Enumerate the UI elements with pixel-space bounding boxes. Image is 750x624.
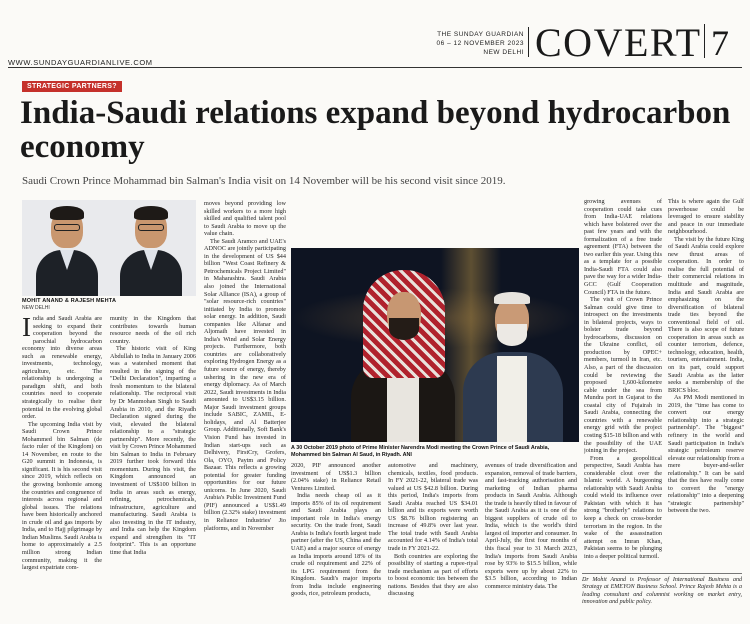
paragraph: The historic visit of King Abdullah to India in January 2006 was a watershed moment that resulted in the signing of the "Delhi Declaration", imparting a fresh momentum to the bilateral relationship. The reciprocal visit by Dr Manmohan Singh to Saudi Arabia in 2010, and the Riyadh Declaration signed during the visit, elevated the bilateral relationship to a "strategic partnership". More recently, the visit by Crown Prince Mohammed bin Salman to India in February 2019 further took forward this momentum. During his visit, the Kingdom announced an investment of US$100 billion in India in areas such as energy, refining, petrochemicals, infrastructure, agriculture and manufacturing. Saudi Arabia is also investing in the IT industry, and India can help the Kingdom expand and strengthen its "IT footprint". This is an opportune time that India <box>110 345 196 556</box>
masthead-meta <box>420 30 524 57</box>
paragraph: Both countries are exploring the possibility of starting a rupee-riyal trade mechanism as part of efforts to boost economic ties between the nations. Besides that they are also discussing <box>388 552 478 598</box>
paragraph: moves beyond providing low skilled workers to a more high skilled and qualified talent pool to Saudi Arabia to move up the value chain. <box>204 200 286 238</box>
author-portrait-mohit-anand <box>32 204 102 296</box>
article-column-3 <box>204 200 286 621</box>
paragraph: munity in the Kingdom that contributes towards human resource needs of the oil rich country. <box>110 315 196 345</box>
article-column-4 <box>291 462 381 621</box>
paragraph: growing avenues of cooperation could take cues from India-UAE relations which have bolstered over the past few years and with the formalization of a free trade agreement (FTA) between the two earlier this year. Using this as a template for a possible India-Saudi FTA could also pave the way for a wider India-GCC (Gulf Cooperation Council) FTA in the future. <box>584 198 662 296</box>
paragraph: The visit of Crown Prince Salman could give time to introspect on the investments in bilateral projects, ways to bolster trade beyond hydrocarbons, discussion on the Ukraine conflict, oil production by OPEC+ members, turmoil in Iran, etc. Also, a part of the discussion could be reviewing the proposed 1,600-kilometre cable under the sea from Mundra port in Gujarat to the coastal city of Fujairah in Saudi Arabia, connecting the countries with a renewable energy grid with the project costing $15-18 billion and with the possibility of the UAE joining in the project. <box>584 296 662 455</box>
dropcap: I <box>22 315 31 342</box>
masthead-rule <box>8 67 742 68</box>
paragraph: The visit by the future King of Saudi Arabia could explore new thrust areas of cooperation. In order to realise the full potential of their commercial relations in multitude and magnitude, India and Saudi Arabia are emphasizing on the diversification of bilateral trade ties beyond the conventional field of oil. There is also scope of future cooperation in areas such as counter terrorism, defence, technology, education, health, tourism, entertainment. India, on its part, could support Saudi Arabia as the latter seeks a membership of the BRICS bloc. <box>668 235 744 394</box>
author-byline: MOHIT ANAND & RAJESH MEHTA <box>22 298 117 304</box>
paragraph: 2020, PIF announced another investment of US$1.3 billion (2.04% stake) in Reliance Retail Ventures Limited. <box>291 462 381 492</box>
paragraph: India needs cheap oil as it imports 85% of its oil requirement and Saudi Arabia plays an important role in India's energy security. On the trade front, Saudi Arabia is India's fourth largest trade partner (after the US, China and the UAE) and a major source of energy as India imports around 18% of its crude oil requirement and 22% of its LPG requirement from the Kingdom. Saudi's major imports from India include engineering goods, rice, petroleum products, <box>291 492 381 598</box>
masthead-divider <box>528 27 529 57</box>
page-number: 7 <box>711 23 729 63</box>
site-url[interactable]: WWW.SUNDAYGUARDIANLIVE.COM <box>8 58 153 67</box>
article-photo <box>291 248 579 442</box>
standfirst: Saudi Crown Prince Mohammad bin Salman's India visit on 14 November will be his second visit since 2019. <box>22 175 506 187</box>
paragraph: avenues of trade diversification and expansion, removal of trade barriers, and fast-tracking authorisation and marketing of Indian pharma products in Saudi Arabia. Although the trade is heavily tilted in favour of the Saudi Arabia as it is one of the biggest suppliers of crude oil to India, which is the world's third largest oil importer and consumer. In April-July, the first four months of this fiscal year to 31 March 2023, India's imports from Saudi Arabia rose by 93% to $15.5 billion, while exports were up by about 22% to $3.5 billion, according to Indian commerce ministry data. The <box>485 462 577 590</box>
headline: India-Saudi relations expand beyond hydrocarbon economy <box>20 95 731 165</box>
photo-caption: A 30 October 2019 photo of Prime Minister Narendra Modi meeting the Crown Prince of Saudi Arabia, Mohammed bin Salman Al Saud, in Riyadh. ANI <box>291 445 550 458</box>
paper-name: THE SUNDAY GUARDIAN <box>437 31 524 38</box>
article-column-6 <box>485 462 577 621</box>
issue-city: NEW DELHI <box>483 49 524 56</box>
paragraph: The upcoming India visit by Saudi Crown Prince Mohammed bin Salman (de facto ruler of the Kingdom) on 14 November, en route to the G20 summit in Indonesia, is significant. It is his second visit since 2019, which reflects on the growing bonhomie among the countries and congruence of interests across regional and global issues. The relations have been historically anchored in crude oil and gas imports by India, and to Hajj pilgrimage by Indian Muslims. Saudi Arabia is home to approximately a 2.5 million strong Indian community, making it the largest expatriate com- <box>22 420 102 572</box>
section-name: COVERT <box>535 20 702 65</box>
paragraph: The Saudi Aramco and UAE's ADNOC are jointly participating in the development of US $44 billion "West Coast Refinery & Petrochemicals Project Limited" in Maharashtra. Saudi Arabia also joined the International Solar Alliance (ISA), a group of "solar resource-rich countries" initiated by India to promote solar energy. In addition, Saudi companies like Alfanar and Aljomaih have invested in India's Wind and Solar Energy projects. Furthermore, both countries are collaboratively exploring Hydrogen Energy as a future source of energy, thereby ushering in the new era of energy diplomacy. As of March 2022, Saudi investments in India amounted to US$3.15 billion. Major Saudi investment groups include SABIC, ZAMIL, E-holidays, and Al Batterjee Group. Additionally, Soft Bank's Vision Fund has invested in Indian start-ups such as Delhivery, FirstCry, Grofers, Ola, OYO, Paytm and Policy Bazaar. This reflects a growing potential for greater funding opportunities for our future unicorns. In June 2020, Saudi Arabia's Public Investment Fund (PIF) announced a US$1.49 billion (2.32% stake) investment in Reliance Industries' Jio platforms, and in November <box>204 237 286 532</box>
author-portrait-rajesh-mehta <box>116 204 186 296</box>
bio-rule <box>582 573 742 574</box>
article-column-8 <box>668 198 744 572</box>
paragraph: From a geopolitical perspective, Saudi Arabia has considerable clout over the Islamic world. A burgeoning relationship with Saudi Arabia could wield its influence over Pakistan with which it has strong "brotherly" relations to keep a check on cross-border terrorism in the region. In the wake of the assassination attempt on Imran Khan, Pakistan seems to be plunging into a deeper political turmoil. <box>584 454 662 560</box>
paragraph: As PM Modi mentioned in 2019, the "time has come to convert our energy relationship into a strategic partnership". The "biggest" refinery in the world and Saudi participation in India's strategic petroleum reserve elevate our relationship from a mere buyer-and-seller relationship." It can be said that the ties have really come to convert the "energy relationship" into a deepening "strategic partnership" between the two. <box>668 394 744 515</box>
article-column-2 <box>110 315 196 621</box>
author-photos <box>22 200 196 296</box>
kicker-label: STRATEGIC PARTNERS? <box>22 81 122 92</box>
author-location: NEW DELHI <box>22 305 50 311</box>
author-bio: Dr Mohit Anand is Professor of International Business and Strategy at EMEYON Business School. Prince Rajesh Mehta is a leading consultant and columnist working on market entry, innovation and public policy. <box>582 577 742 605</box>
article-column-7 <box>584 198 662 621</box>
article-column-5 <box>388 462 478 621</box>
issue-date: 06 – 12 NOVEMBER 2023 <box>436 40 524 47</box>
paragraph: ndia and Saudi Arabia are seeking to expand their cooperation beyond the parochial hydrocarbon economy into diverse areas such as renewable energy, investments, technology, agriculture, etc. The relationship is undergoing a paradigm shift, and both countries need to cooperate strategically to realise their potential in the evolving global order. <box>22 315 102 421</box>
page-number-divider <box>704 24 705 58</box>
article-column-1 <box>22 315 102 621</box>
paragraph: This is where again the Gulf powerhouse could be leveraged to ensure stability and peace in our immediate neighbourhood. <box>668 198 744 236</box>
paragraph: automotive and machinery, chemicals, textiles, food products. In FY 2021-22, bilateral trade was valued at US $42.8 billion. During this period, India's imports from Saudi Arabia reached US $34.01 billion and its exports were worth US $8.76 billion registering an increase of 49.8% over last year. The total trade with Saudi Arabia accounted for 4.14% of India's total trade in FY 2021-22. <box>388 462 478 553</box>
